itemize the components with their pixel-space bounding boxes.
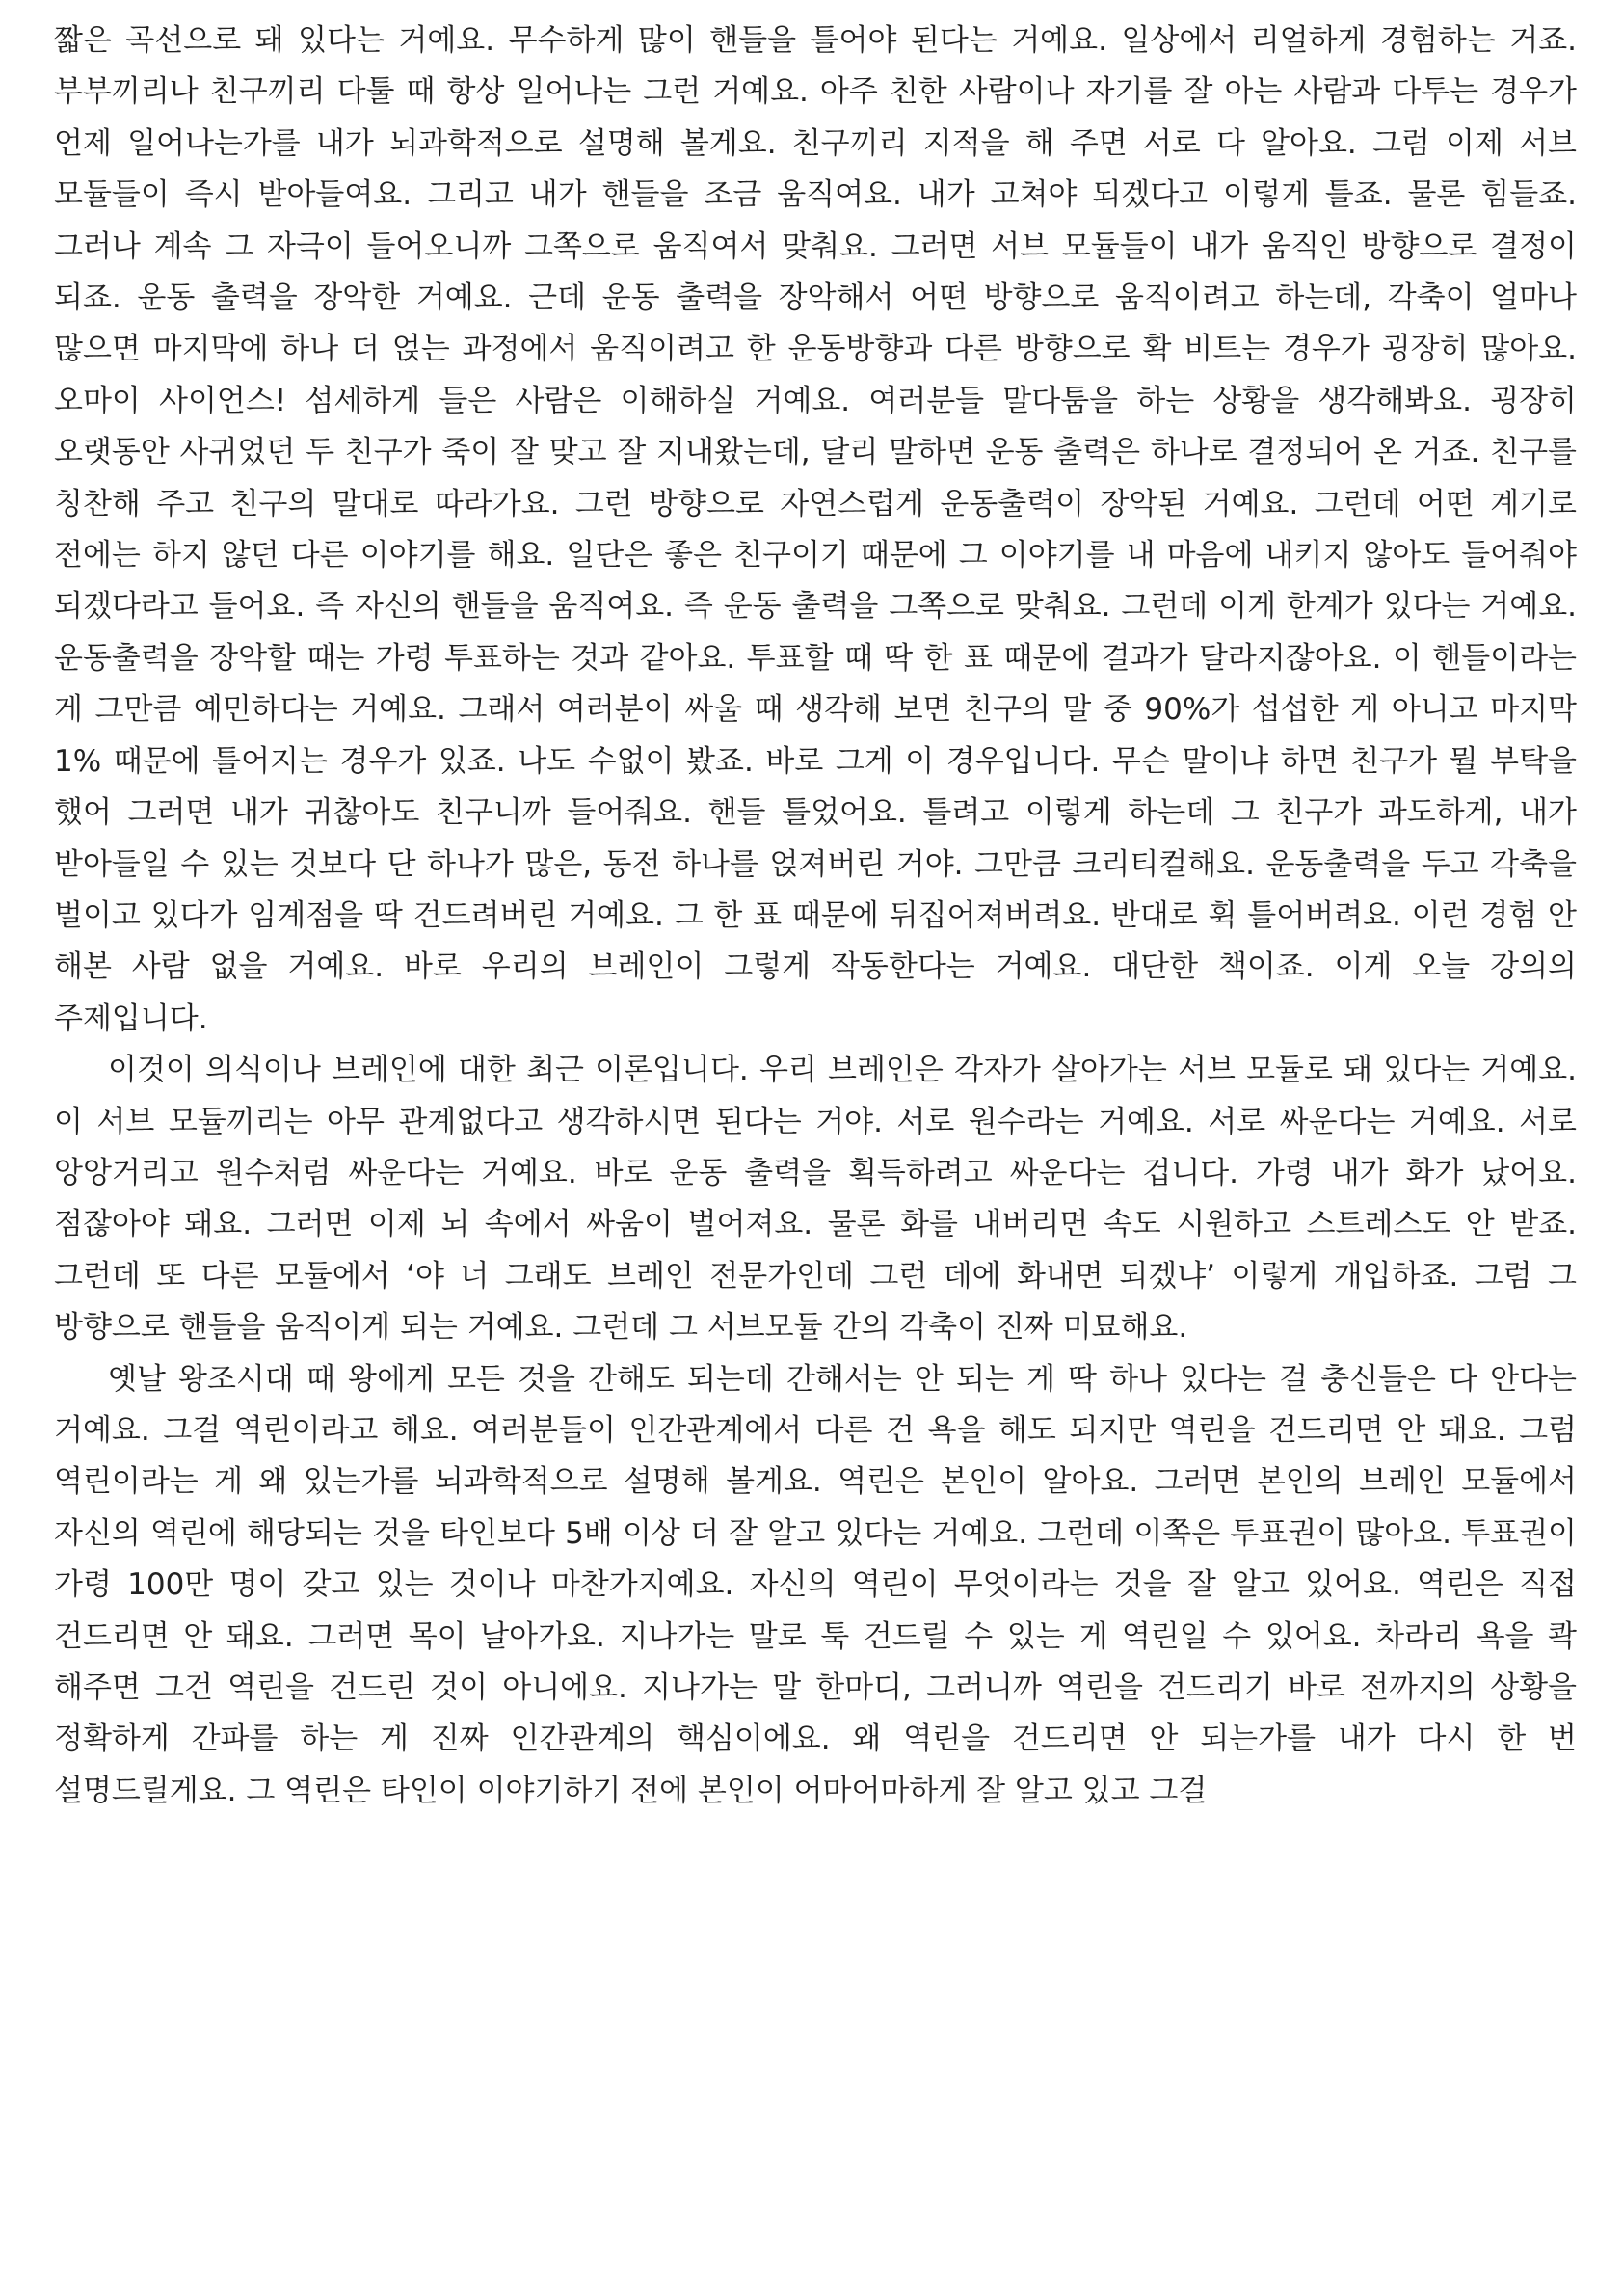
body-paragraph-1: 짧은 곡선으로 돼 있다는 거예요. 무수하게 많이 핸들을 틀어야 된다는 거예요. 일상에서 리얼하게 경험하는 거죠. 부부끼리나 친구끼리 다툴 때 항상 일어나는 그런 거예요. 아주 친한 사람이나 자기를 잘 아는 사람과 다투는 경우가 언제 일어나는가를 내가 뇌과학적으로 설명해 볼게요. 친구끼리 지적을 해 주면 서로 다 알아요. 그럼 이제 서브 모듈들이 즉시 받아들여요. 그리고 내가 핸들을 조금 움직여요. 내가 고쳐야 되겠다고 이렇게 틀죠. 물론 힘들죠. 그러나 계속 그 자극이 들어오니까 그쪽으로 움직여서 맞춰요. 그러면 서브 모듈들이 내가 움직인 방향으로 결정이 되죠. 운동 출력을 장악한 거예요. 근데 운동 출력을 장악해서 어떤 방향으로 움직이려고 하는데, 각축이 얼마나 많으면 마지막에 하나 더 얹는 과정에서 움직이려고 한 운동방향과 다른 방향으로 확 비트는 경우가 굉장히 많아요. 오마이 사이언스! 섬세하게 들은 사람은 이해하실 거예요. 여러분들 말다툼을 하는 상황을 생각해봐요. 굉장히 오랫동안 사귀었던 두 친구가 죽이 잘 맞고 잘 지내왔는데, 달리 말하면 운동 출력은 하나로 결정되어 온 거죠. 친구를 칭찬해 주고 친구의 말대로 따라가요. 그런 방향으로 자연스럽게 운동출력이 장악된 거예요. 그런데 어떤 계기로 전에는 하지 않던 다른 이야기를 해요. 일단은 좋은 친구이기 때문에 그 이야기를 내 마음에 내키지 않아도 들어줘야 되겠다라고 들어요. 즉 자신의 핸들을 움직여요. 즉 운동 출력을 그쪽으로 맞춰요. 그런데 이게 한계가 있다는 거예요. 운동출력을 장악할 때는 가령 투표하는 것과 같아요. 투표할 때 딱 한 표 때문에 결과가 달라지잖아요. 이 핸들이라는 게 그만큼 예민하다는 거예요. 그래서 여러분이 싸울 때 생각해 보면 친구의 말 중 90%가 섭섭한 게 아니고 마지막 1% 때문에 틀어지는 경우가 있죠. 나도 수없이 봤죠. 바로 그게 이 경우입니다. 무슨 말이냐 하면 친구가 뭘 부탁을 했어 그러면 내가 귀찮아도 친구니까 들어줘요. 핸들 틀었어요. 틀려고 이렇게 하는데 그 친구가 과도하게, 내가 받아들일 수 있는 것보다 단 하나가 많은, 동전 하나를 얹져버린 거야. 그만큼 크리티컬해요. 운동출력을 두고 각축을 벌이고 있다가 임계점을 딱 건드려버린 거예요. 그 한 표 때문에 뒤집어져버려요. 반대로 휙 틀어버려요. 이런 경험 안 해본 사람 없을 거예요. 바로 우리의 브레인이 그렇게 작동한다는 거예요. 대단한 책이죠. 이게 오늘 강의의 주제입니다. [54,23,1577,1036]
body-paragraph-3: 옛날 왕조시대 때 왕에게 모든 것을 간해도 되는데 간해서는 안 되는 게 딱 하나 있다는 걸 충신들은 다 안다는 거예요. 그걸 역린이라고 해요. 여러분들이 인간관계에서 다른 건 욕을 해도 되지만 역린을 건드리면 안 돼요. 그럼 역린이라는 게 왜 있는가를 뇌과학적으로 설명해 볼게요. 역린은 본인이 알아요. 그러면 본인의 브레인 모듈에서 자신의 역린에 해당되는 것을 타인보다 5배 이상 더 잘 알고 있다는 거예요. 그런데 이쪽은 투표권이 많아요. 투표권이 가령 100만 명이 갖고 있는 것이나 마찬가지예요. 자신의 역린이 무엇이라는 것을 잘 알고 있어요. 역린은 직접 건드리면 안 돼요. 그러면 목이 날아가요. 지나가는 말로 툭 건드릴 수 있는 게 역린일 수 있어요. 차라리 욕을 콱 해주면 그건 역린을 건드린 것이 아니에요. 지나가는 말 한마디, 그러니까 역린을 건드리기 바로 전까지의 상황을 정확하게 간파를 하는 게 진짜 인간관계의 핵심이에요. 왜 역린을 건드리면 안 되는가를 내가 다시 한 번 설명드릴게요. 그 역린은 타인이 이야기하기 전에 본인이 어마어마하게 잘 알고 있고 그걸 [54,1361,1577,1808]
body-paragraph-2: 이것이 의식이나 브레인에 대한 최근 이론입니다. 우리 브레인은 각자가 살아가는 서브 모듈로 돼 있다는 거예요. 이 서브 모듈끼리는 아무 관계없다고 생각하시면 된다는 거야. 서로 원수라는 거예요. 서로 싸운다는 거예요. 서로 앙앙거리고 원수처럼 싸운다는 거예요. 바로 운동 출력을 획득하려고 싸운다는 겁니다. 가령 내가 화가 났어요. 점잖아야 돼요. 그러면 이제 뇌 속에서 싸움이 벌어져요. 물론 화를 내버리면 속도 시원하고 스트레스도 안 받죠. 그런데 또 다른 모듈에서 ‘야 너 그래도 브레인 전문가인데 그런 데에 화내면 되겠냐’ 이렇게 개입하죠. 그럼 그 방향으로 핸들을 움직이게 되는 거예요. 그런데 그 서브모듈 간의 각축이 진짜 미묘해요. [54,1053,1577,1346]
